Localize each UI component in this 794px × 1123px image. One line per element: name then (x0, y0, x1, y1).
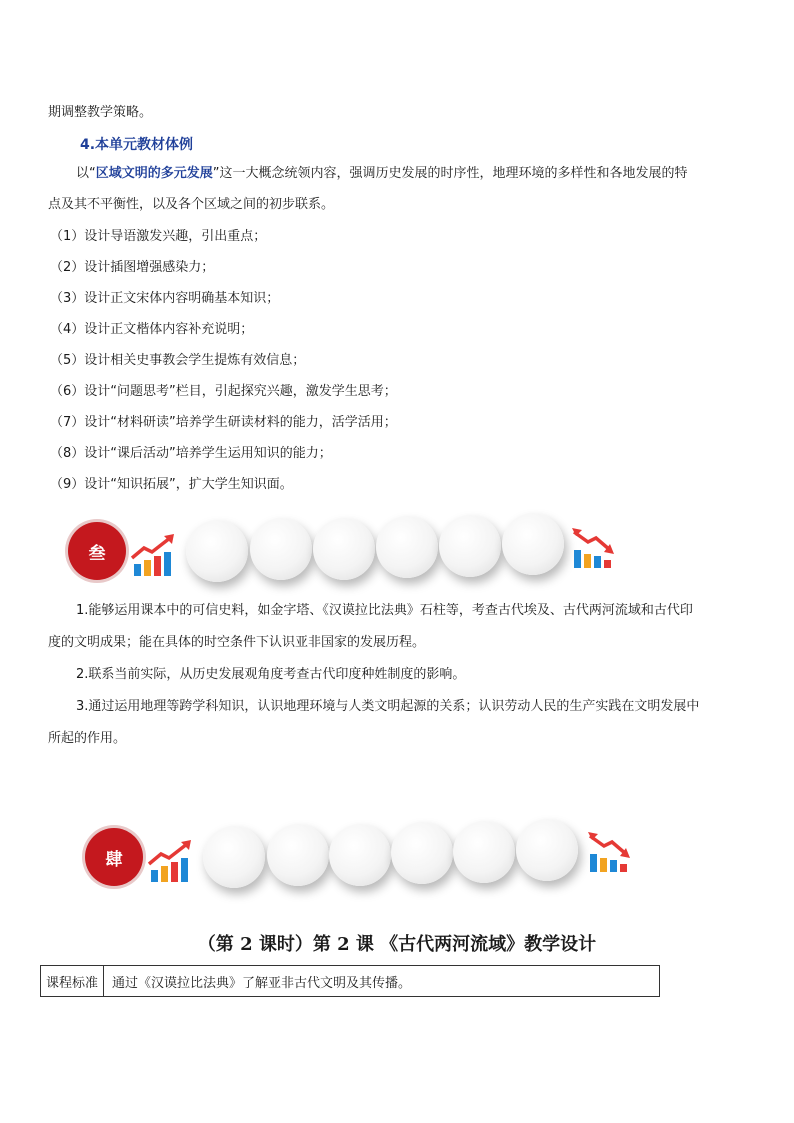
decline-chart-icon (586, 830, 632, 874)
goal-line: 度的文明成果；能在具体的时空条件下认识亚非国家的发展历程。 (48, 635, 426, 650)
decorative-circle (267, 824, 329, 886)
list-item: （2）设计插图增强感染力； (50, 260, 215, 275)
lesson-title: （第 2 课时）第 2 课 《古代两河流域》教学设计 (197, 934, 597, 955)
list-item: （4）设计正文楷体内容补充说明； (50, 322, 254, 337)
decorative-circle (439, 515, 501, 577)
table-value-cell: 通过《汉谟拉比法典》了解亚非古代文明及其传播。 (104, 966, 660, 997)
section-number-badge: 叁 (68, 522, 126, 580)
section-heading: 4.本单元教材体例 (80, 137, 194, 153)
table-label-cell: 课程标准 (41, 966, 104, 997)
decorative-circle (186, 520, 248, 582)
list-item: （1）设计导语激发兴趣，引出重点； (50, 229, 267, 244)
para-prefix: 以“ (76, 166, 96, 181)
list-item: （8）设计“课后活动”培养学生运用知识的能力； (50, 446, 332, 461)
decline-chart-icon (570, 526, 616, 570)
list-item: （6）设计“问题思考”栏目，引起探究兴趣，激发学生思考； (50, 384, 397, 399)
section-number-badge: 肆 (85, 828, 143, 886)
decorative-circle (376, 516, 438, 578)
decorative-circle (329, 824, 391, 886)
list-item: （9）设计“知识拓展”，扩大学生知识面。 (50, 477, 293, 492)
decorative-circle (516, 819, 578, 881)
section-paragraph-line1 (76, 164, 688, 184)
decorative-circle (453, 821, 515, 883)
list-item: （3）设计正文宋体内容明确基本知识； (50, 291, 280, 306)
goal-line: 2.联系当前实际，从历史发展观角度考查古代印度种姓制度的影响。 (76, 667, 466, 682)
section-banner-4 (0, 818, 794, 898)
curriculum-standard-table (40, 965, 660, 997)
para-rest: ”这一大概念统领内容，强调历史发展的时序性，地理环境的多样性和各地发展的特 (212, 166, 688, 181)
goal-line: 所起的作用。 (48, 731, 127, 746)
decorative-circle (313, 518, 375, 580)
section-banner-3 (0, 510, 794, 590)
table-row (41, 966, 660, 997)
decorative-circle (203, 826, 265, 888)
growth-chart-icon (130, 534, 180, 578)
goal-line: 1.能够运用课本中的可信史料，如金字塔、《汉谟拉比法典》石柱等，考查古代埃及、古代两河流域和古代印 (76, 603, 693, 618)
list-item: （5）设计相关史事教会学生提炼有效信息； (50, 353, 306, 368)
decorative-circle (250, 518, 312, 580)
growth-chart-icon (147, 840, 197, 884)
section-paragraph-line2: 点及其不平衡性，以及各个区域之间的初步联系。 (48, 197, 335, 212)
decorative-circle (391, 822, 453, 884)
goal-line: 3.通过运用地理等跨学科知识，认识地理环境与人类文明起源的关系；认识劳动人民的生产实践在文明发展中 (76, 699, 700, 714)
intro-tail-text: 期调整教学策略。 (48, 105, 153, 120)
list-item: （7）设计“材料研读”培养学生研读材料的能力，活学活用； (50, 415, 397, 430)
decorative-circle (502, 513, 564, 575)
para-highlight: 区域文明的多元发展 (95, 166, 213, 181)
